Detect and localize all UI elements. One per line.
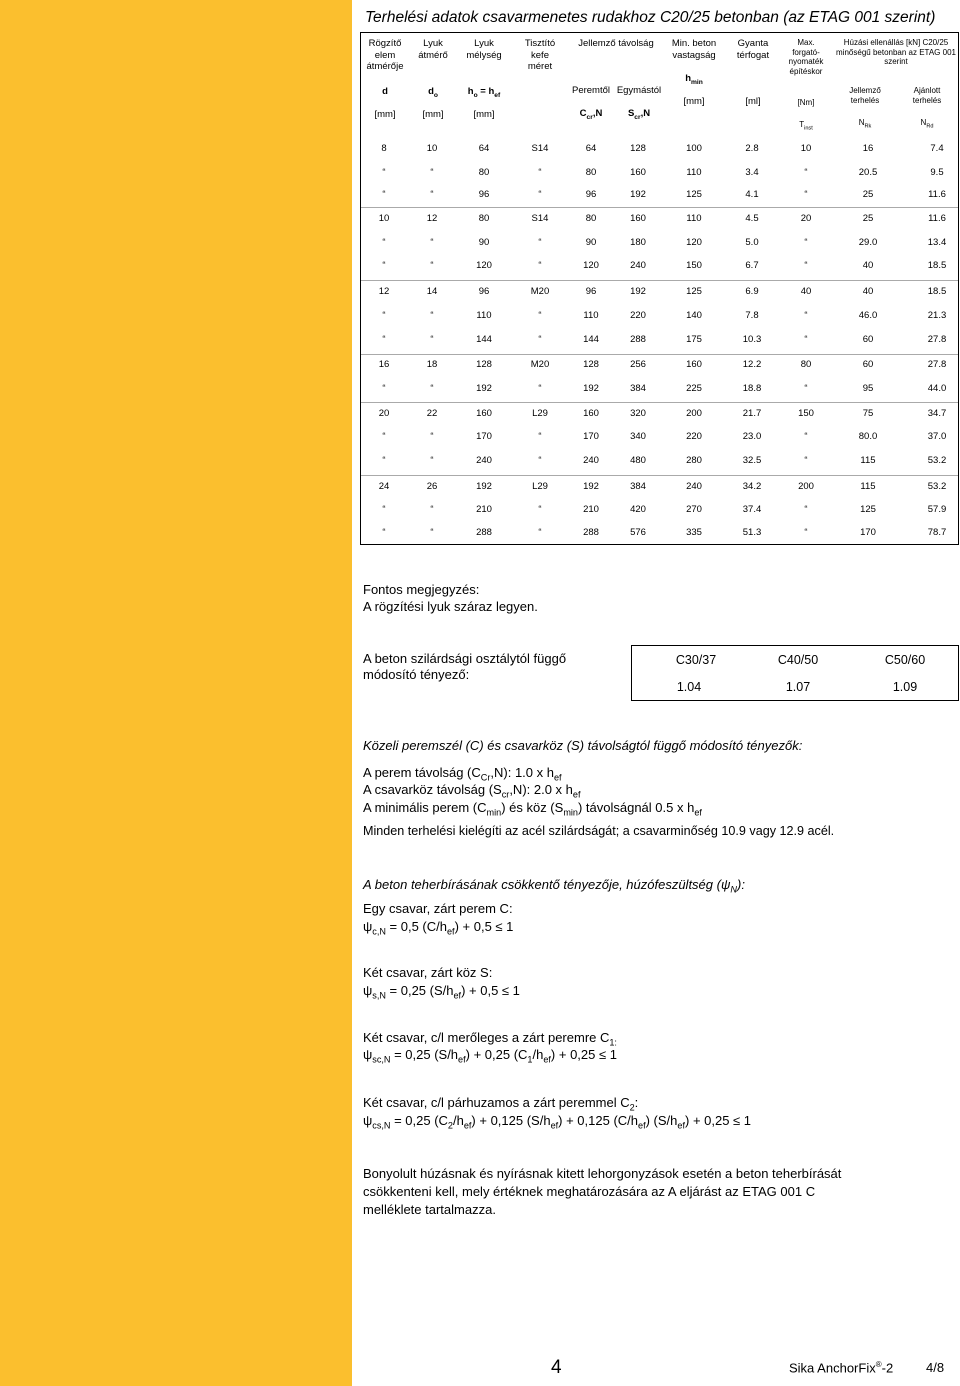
table-cell: 192 — [630, 286, 646, 297]
footer-product: Sika AnchorFix®-2 — [789, 1360, 894, 1376]
table-cell: 12.2 — [742, 359, 762, 370]
table-cell: 200 — [686, 408, 702, 419]
table-cell: 220 — [630, 310, 646, 321]
header-text: átmérő — [418, 49, 448, 61]
table-cell: 60 — [862, 334, 874, 345]
table-cell: 13.4 — [927, 237, 947, 248]
symbol-nrd: $N_{Rd}$ — [920, 118, 934, 130]
table-cell: 175 — [686, 334, 702, 345]
table-cell: 120 — [476, 260, 492, 271]
header-text: vastagság — [672, 49, 716, 61]
table-cell: 40 — [862, 286, 874, 297]
header-text: méret — [527, 61, 553, 72]
table-cell: 25 — [862, 213, 874, 224]
table-cell: “ — [538, 455, 542, 466]
table-cell: “ — [804, 334, 808, 345]
edge-line-4: Minden terhelési kielégíti az acél szilárdságát; a csavarminőség 10.9 vagy 12.9 acél. — [363, 824, 835, 838]
table-cell: 340 — [630, 431, 646, 442]
header-text: forgató- — [792, 47, 820, 57]
table-cell: 53.2 — [927, 481, 947, 492]
table-cell: “ — [804, 431, 808, 442]
table-cell: 37.4 — [742, 504, 762, 515]
table-cell: 96 — [478, 286, 490, 297]
decorative-sidebar — [0, 0, 352, 1386]
symbol-nrk: $N_{Rk}$ — [858, 118, 872, 130]
edge-line-1: A perem távolság $(C_{Cr},N)$: 1.0 x $h_{ef}$ — [363, 765, 562, 783]
table-cell: 80 — [800, 359, 812, 370]
modifier-value: 1.07 — [785, 680, 811, 694]
header-max-torque — [782, 38, 830, 76]
table-cell: 240 — [630, 260, 646, 271]
symbol-d: d — [382, 86, 388, 97]
header-edge: Peremtől — [571, 85, 610, 96]
table-cell: 21.3 — [927, 310, 947, 321]
header-text: Ajánlott — [913, 86, 941, 95]
table-cell: 144 — [583, 334, 599, 345]
table-cell: “ — [430, 334, 434, 345]
table-cell: “ — [430, 260, 434, 271]
table-cell: “ — [382, 383, 386, 394]
modifier-value: 1.09 — [892, 680, 918, 694]
table-cell: 100 — [686, 143, 702, 154]
table-cell: 192 — [476, 481, 492, 492]
unit-d0: [mm] — [422, 109, 444, 120]
modifier-class: C50/60 — [884, 653, 926, 667]
table-row — [360, 455, 959, 475]
table-cell: 10 — [378, 213, 390, 224]
table-cell: 420 — [630, 504, 646, 515]
table-cell: 115 — [860, 455, 876, 466]
table-cell: 18 — [426, 359, 438, 370]
table-cell: 78.7 — [927, 527, 947, 538]
table-cell: 192 — [476, 383, 492, 394]
case-3-formula: $\psi_{sc,N} = 0,25$ $(S/h_{ef}) + 0,25$ $(C_1/h_{ef}) + 0,25 \le 1$ — [363, 1047, 617, 1065]
table-cell: 140 — [686, 310, 702, 321]
table-cell: 34.2 — [742, 481, 762, 492]
table-row — [360, 527, 959, 547]
table-cell: 44.0 — [927, 383, 947, 394]
table-cell: “ — [382, 455, 386, 466]
table-cell: 24 — [378, 481, 390, 492]
table-cell: 170 — [860, 527, 876, 538]
header-text: Rögzítő — [368, 38, 402, 49]
table-cell: 96 — [478, 189, 490, 200]
table-cell: “ — [430, 167, 434, 178]
table-cell: 16 — [862, 143, 874, 154]
header-distance: Jellemző távolság — [578, 38, 654, 49]
table-cell: “ — [538, 527, 542, 538]
table-cell: 384 — [630, 383, 646, 394]
table-cell: 27.8 — [927, 334, 947, 345]
table-cell: 150 — [798, 408, 814, 419]
table-cell: “ — [538, 189, 542, 200]
important-heading: Fontos megjegyzés: — [363, 582, 480, 597]
table-cell: 60 — [862, 359, 874, 370]
symbol-ccr: $C_{cr},N$ — [579, 108, 603, 121]
table-cell: S14 — [531, 213, 549, 224]
table-cell: “ — [804, 504, 808, 515]
table-cell: 160 — [630, 167, 646, 178]
table-cell: “ — [804, 167, 808, 178]
header-text: Gyanta — [737, 38, 769, 49]
table-row — [360, 334, 959, 354]
table-cell: “ — [430, 455, 434, 466]
header-text: Lyuk — [474, 38, 494, 49]
table-cell: 120 — [583, 260, 599, 271]
table-cell: 16 — [378, 359, 390, 370]
header-text: építéskor — [789, 66, 823, 76]
table-cell: “ — [538, 431, 542, 442]
table-cell: 10.3 — [742, 334, 762, 345]
footer-page-of: 4/8 — [926, 1360, 945, 1375]
table-cell: 192 — [630, 189, 646, 200]
header-text: mélység — [466, 49, 502, 61]
table-cell: “ — [382, 431, 386, 442]
header-text: Min. beton — [671, 38, 717, 49]
header-recommended-load — [896, 86, 958, 105]
table-cell: 53.2 — [927, 455, 947, 466]
table-cell: “ — [804, 455, 808, 466]
modifier-class: C30/37 — [675, 653, 717, 667]
table-cell: 96 — [585, 286, 597, 297]
table-cell: 90 — [478, 237, 490, 248]
table-cell: 11.6 — [928, 213, 946, 224]
table-cell: “ — [382, 310, 386, 321]
header-text: elem — [374, 49, 396, 61]
table-cell: 40 — [862, 260, 874, 271]
case-3-title: Két csavar, c/l merőleges a zárt peremre $C_{1:}$ — [363, 1030, 617, 1048]
modifier-label-line2: módosító tényező: — [363, 667, 470, 682]
table-cell: “ — [538, 310, 542, 321]
table-cell: 12 — [378, 286, 390, 297]
table-cell: “ — [382, 504, 386, 515]
table-cell: L29 — [532, 408, 548, 419]
table-cell: “ — [538, 334, 542, 345]
table-row — [360, 213, 959, 233]
table-cell: 144 — [476, 334, 492, 345]
table-cell: 125 — [686, 189, 702, 200]
table-cell: 160 — [630, 213, 646, 224]
header-tension-resistance: Húzási ellenállás [kN] C20/25 minőségű betonban az ETAG 001 szerint — [836, 38, 956, 66]
table-cell: 23.0 — [742, 431, 762, 442]
table-row — [360, 431, 959, 451]
table-cell: 128 — [583, 359, 599, 370]
table-cell: “ — [538, 504, 542, 515]
table-cell: 210 — [476, 504, 492, 515]
table-cell: 160 — [476, 408, 492, 419]
reduction-heading: A beton teherbírásának csökkentő tényezője, húzófeszültség $(\psi_N)$: — [363, 877, 745, 895]
table-cell: “ — [538, 383, 542, 394]
table-cell: “ — [430, 383, 434, 394]
unit-torque: [Nm] — [797, 98, 815, 107]
header-min-thickness — [665, 38, 723, 61]
table-cell: 288 — [583, 527, 599, 538]
table-cell: 6.7 — [745, 260, 759, 271]
table-cell: 18.8 — [742, 383, 762, 394]
table-cell: 11.6 — [928, 189, 946, 200]
case-2-title: Két csavar, zárt köz S: — [363, 965, 493, 980]
table-cell: 7.8 — [745, 310, 759, 321]
table-cell: 220 — [686, 431, 702, 442]
table-cell: 20 — [378, 408, 390, 419]
table-cell: 4.1 — [745, 189, 759, 200]
table-cell: 20.5 — [858, 167, 878, 178]
table-cell: 80 — [478, 213, 490, 224]
table-cell: 160 — [583, 408, 599, 419]
table-cell: “ — [382, 167, 386, 178]
table-cell: 240 — [583, 455, 599, 466]
table-cell: 26 — [426, 481, 438, 492]
unit-volume: [ml] — [745, 96, 761, 107]
table-cell: 180 — [630, 237, 646, 248]
header-resin-volume — [727, 38, 779, 61]
table-cell: “ — [382, 334, 386, 345]
table-cell: 120 — [686, 237, 702, 248]
table-row — [360, 286, 959, 306]
table-cell: 110 — [686, 213, 702, 224]
header-text: Jellemző — [849, 86, 881, 95]
table-cell: 75 — [862, 408, 874, 419]
table-cell: 22 — [426, 408, 438, 419]
table-cell: “ — [382, 237, 386, 248]
table-cell: 34.7 — [927, 408, 947, 419]
table-cell: “ — [804, 527, 808, 538]
header-text: Max. — [797, 38, 815, 47]
case-4-formula: $\psi_{cs,N} = 0,25$ $(C_2/h_{ef}) + 0,125$ $(S/h_{ef}) + 0,125$ $(C/h_{ef}) (S/h_{ef}) + 0,25 \le 1$ — [363, 1113, 752, 1131]
table-cell: “ — [804, 310, 808, 321]
table-cell: 2.8 — [745, 143, 759, 154]
final-note-line3: melléklete tartalmazza. — [363, 1202, 496, 1217]
table-row — [360, 260, 959, 280]
table-cell: “ — [538, 237, 542, 248]
table-cell: 480 — [630, 455, 646, 466]
header-anchor-diameter — [362, 38, 408, 73]
table-cell: 240 — [686, 481, 702, 492]
edge-line-3: A minimális perem $(C_{min})$ és köz $(S_{min})$ távolságnál 0.5 x $h_{ef}$ — [363, 800, 702, 818]
final-note-line2: csökkenteni kell, mely értéknek meghatározására az A eljárást az ETAG 001 C — [363, 1184, 816, 1199]
table-cell: 80.0 — [858, 431, 878, 442]
symbol-hmin: $h_{min}$ — [685, 73, 703, 86]
table-cell: 20 — [800, 213, 812, 224]
table-cell: “ — [804, 237, 808, 248]
table-cell: 288 — [630, 334, 646, 345]
table-cell: 57.9 — [927, 504, 947, 515]
table-cell: 335 — [686, 527, 702, 538]
table-row — [360, 481, 959, 501]
final-note-line1: Bonyolult húzásnak és nyírásnak kitett lehorgonyzások esetén a beton teherbírását — [363, 1166, 842, 1181]
table-cell: 7.4 — [930, 143, 944, 154]
table-cell: 80 — [585, 213, 597, 224]
table-cell: 37.0 — [927, 431, 947, 442]
table-cell: 576 — [630, 527, 646, 538]
header-spacing: Egymástól — [616, 85, 662, 96]
table-cell: “ — [430, 504, 434, 515]
table-cell: “ — [538, 167, 542, 178]
table-cell: “ — [382, 260, 386, 271]
table-cell: “ — [430, 431, 434, 442]
table-row — [360, 383, 959, 403]
table-cell: 25 — [862, 189, 874, 200]
table-cell: “ — [430, 310, 434, 321]
table-cell: 4.5 — [745, 213, 759, 224]
group-divider — [361, 280, 958, 281]
table-cell: 110 — [476, 310, 492, 321]
header-characteristic-load — [834, 86, 896, 105]
table-cell: 225 — [686, 383, 702, 394]
table-cell: 192 — [583, 383, 599, 394]
table-cell: 256 — [630, 359, 646, 370]
table-cell: 95 — [862, 383, 874, 394]
table-row — [360, 504, 959, 524]
edge-heading: Közeli peremszél (C) és csavarköz (S) távolságtól függő módosító tényezők: — [363, 738, 803, 753]
header-text: terhelés — [850, 95, 880, 105]
symbol-scr: $S_{cr},N$ — [627, 108, 651, 121]
table-cell: 210 — [583, 504, 599, 515]
header-hole-diameter — [411, 38, 455, 61]
table-cell: 3.4 — [745, 167, 759, 178]
table-cell: 21.7 — [742, 408, 762, 419]
unit-d: [mm] — [374, 109, 396, 120]
edge-line-2: A csavarköz távolság $(S_{cr},N)$: 2.0 x $h_{ef}$ — [363, 782, 581, 800]
table-cell: 90 — [585, 237, 597, 248]
case-1-formula: $\psi_{c,N} = 0,5$ $(C/h_{ef}) + 0,5 \le 1$ — [363, 919, 514, 937]
table-cell: 270 — [686, 504, 702, 515]
table-cell: 96 — [585, 189, 597, 200]
table-cell: 192 — [583, 481, 599, 492]
table-cell: 200 — [798, 481, 814, 492]
case-4-title: Két csavar, c/l párhuzamos a zárt peremmel $C_2$: — [363, 1095, 639, 1113]
table-cell: M20 — [530, 286, 550, 297]
table-cell: 8 — [381, 143, 387, 154]
table-cell: “ — [804, 189, 808, 200]
table-row — [360, 189, 959, 209]
group-divider — [361, 475, 958, 476]
table-cell: 80 — [585, 167, 597, 178]
table-cell: 40 — [800, 286, 812, 297]
table-cell: 10 — [800, 143, 812, 154]
modifier-table — [631, 645, 959, 701]
header-text: nyomaték — [788, 57, 824, 66]
table-cell: “ — [430, 527, 434, 538]
table-cell: 170 — [583, 431, 599, 442]
case-1-title: Egy csavar, zárt perem C: — [363, 901, 513, 916]
table-cell: 115 — [860, 481, 876, 492]
unit-h0: [mm] — [473, 109, 495, 120]
table-cell: 29.0 — [858, 237, 878, 248]
table-row — [360, 310, 959, 330]
table-cell: 320 — [630, 408, 646, 419]
table-cell: 14 — [426, 286, 438, 297]
table-cell: “ — [382, 189, 386, 200]
table-cell: 288 — [476, 527, 492, 538]
table-cell: 12 — [426, 213, 438, 224]
table-cell: “ — [382, 527, 386, 538]
table-cell: 18.5 — [927, 260, 947, 271]
table-row — [360, 167, 959, 187]
table-cell: 5.0 — [745, 237, 759, 248]
table-cell: “ — [804, 383, 808, 394]
header-brush-size — [515, 38, 565, 73]
table-cell: 280 — [686, 455, 702, 466]
table-cell: 110 — [686, 167, 702, 178]
table-cell: 240 — [476, 455, 492, 466]
modifier-value: 1.04 — [676, 680, 702, 694]
table-row — [360, 359, 959, 379]
header-hole-depth — [459, 38, 509, 61]
table-cell: 10 — [426, 143, 438, 154]
header-text: Lyuk — [423, 38, 443, 49]
table-cell: 128 — [630, 143, 646, 154]
group-divider — [361, 354, 958, 355]
header-text: Tisztító — [524, 38, 556, 49]
table-cell: 46.0 — [858, 310, 878, 321]
important-text: A rögzítési lyuk száraz legyen. — [363, 599, 538, 614]
table-cell: “ — [804, 260, 808, 271]
symbol-d0: $d_o$ — [428, 86, 438, 99]
table-cell: 9.5 — [930, 167, 944, 178]
table-cell: 80 — [478, 167, 490, 178]
table-row — [360, 237, 959, 257]
table-row — [360, 143, 959, 163]
table-cell: 160 — [686, 359, 702, 370]
table-cell: 18.5 — [927, 286, 947, 297]
table-cell: 64 — [478, 143, 490, 154]
header-text: átmérője — [366, 61, 404, 72]
table-row — [360, 408, 959, 428]
page-number: 4 — [551, 1357, 562, 1378]
table-cell: “ — [430, 237, 434, 248]
table-cell: 384 — [630, 481, 646, 492]
page-title: Terhelési adatok csavarmenetes rudakhoz C20/25 betonban (az ETAG 001 szerint) — [365, 9, 936, 26]
table-cell: 170 — [476, 431, 492, 442]
table-cell: 110 — [583, 310, 599, 321]
table-cell: L29 — [532, 481, 548, 492]
header-text: térfogat — [736, 49, 770, 61]
case-2-formula: $\psi_{s,N} = 0,25$ $(S/h_{ef}) + 0,5 \le 1$ — [363, 983, 520, 1001]
table-cell: 64 — [585, 143, 597, 154]
table-cell: “ — [538, 260, 542, 271]
symbol-tinst: $T_{inst}$ — [799, 120, 813, 132]
header-text: terhelés — [912, 95, 942, 105]
unit-hmin: [mm] — [683, 96, 705, 107]
table-cell: 27.8 — [927, 359, 947, 370]
table-cell: “ — [430, 189, 434, 200]
table-cell: S14 — [531, 143, 549, 154]
modifier-label-line1: A beton szilárdsági osztálytól függő — [363, 651, 567, 666]
table-cell: 125 — [860, 504, 876, 515]
table-cell: 125 — [686, 286, 702, 297]
table-cell: 150 — [686, 260, 702, 271]
table-cell: M20 — [530, 359, 550, 370]
table-cell: 6.9 — [745, 286, 759, 297]
table-cell: 128 — [476, 359, 492, 370]
table-cell: 32.5 — [742, 455, 762, 466]
table-cell: 51.3 — [742, 527, 762, 538]
symbol-h0: $h_o = h_{ef}$ — [467, 86, 501, 99]
modifier-class: C40/50 — [777, 653, 819, 667]
header-text: kefe — [531, 49, 549, 61]
